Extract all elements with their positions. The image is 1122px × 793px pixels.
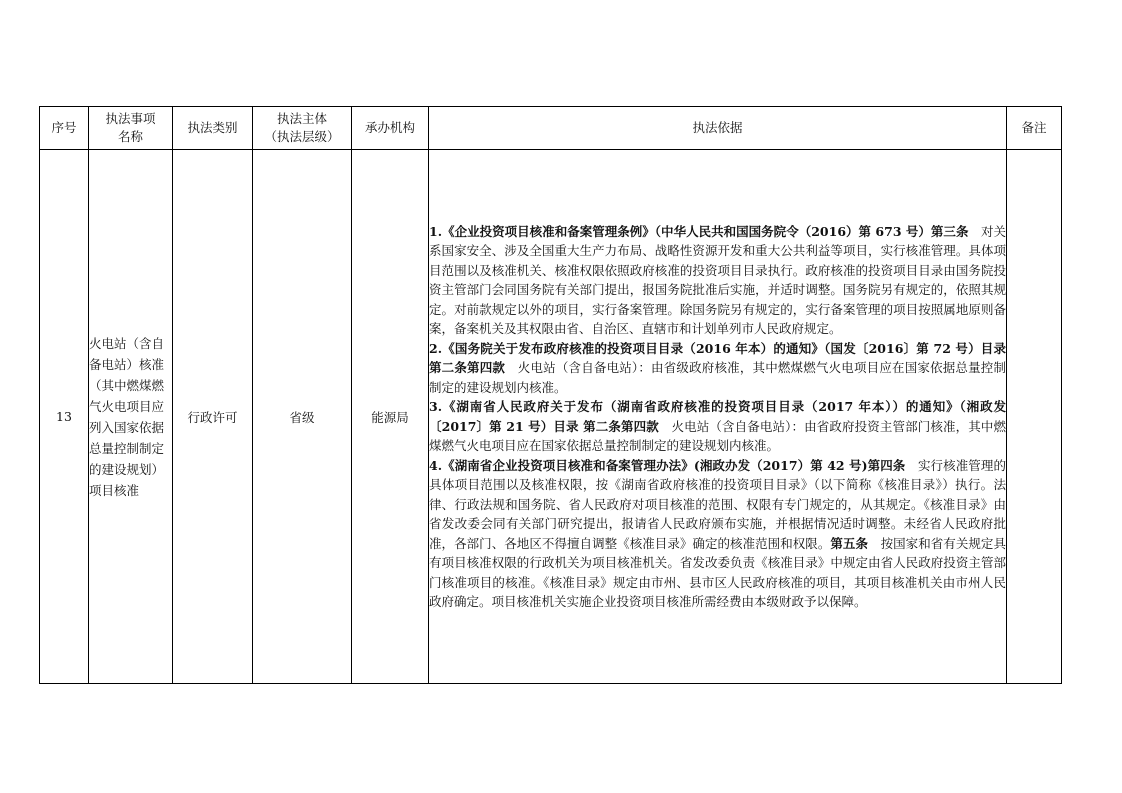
basis-clause-4-title: 4.《湖南省企业投资项目核准和备案管理办法》(湘政办发（2017）第 42 号)第四条 [429,457,906,473]
basis-clause-4-text-b: 按国家和省有关规定具有项目核准权限的行政机关为项目核准机关。省发改委负责《核准目录》中规定由省人民政府投资主管部门核准项目的核准。《核准目录》规定由市州、县市区人民政府核准的项目，其项目核准机关由市州人民政府确定。项目核准机关实施企业投资项目核准所需经费由本级财政予以保障。 [429,535,1006,609]
basis-clause-4-text-a: 实行核准管理的具体项目范围以及核准权限，按《湖南省政府核准的投资项目目录》（以下简称《核准目录》）执行。法律、行政法规和国务院、省人民政府对项目核准的范围、权限有专门规定的，从其规定。《核准目录》由省发改委会同有关部门研究提出，报请省人民政府颁布实施，并根据情况适时调整。未经省人民政府批准，各部门、各地区不得擅自调整《核准目录》确定的核准范围和权限。 [429,457,1006,551]
basis-clause-1-text: 对关系国家安全、涉及全国重大生产力布局、战略性资源开发和重大公共利益等项目，实行核准管理。具体项目范围以及核准机关、核准权限依照政府核准的投资项目目录执行。政府核准的投资项目目录由国务院投资主管部门会同国务院有关部门提出，报国务院批准后实施，并适时调整。国务院另有规定的，依照其规定。对前款规定以外的项目，实行备案管理。除国务院另有规定的，实行备案管理的项目按照属地原则备案，备案机关及其权限由省、自治区、直辖市和计划单列市人民政府规定。 [429,223,1006,336]
header-item-name [89,107,173,150]
header-item-name-line2: 名称 [117,129,143,144]
cell-remarks [1007,150,1062,684]
header-agency: 承办机构 [352,107,429,150]
basis-clause-1 [429,222,1006,339]
header-subject-line2: （执法层级） [264,129,340,144]
header-category: 执法类别 [173,107,253,150]
header-item-name-line1: 执法事项 [105,111,156,126]
cell-seq: 13 [40,150,89,684]
basis-clause-3-text: 火电站（含自备电站）：由省政府投资主管部门核准，其中燃煤燃气火电项目应在国家依据总量控制制定的建设规划内核准。 [429,418,1006,453]
basis-clause-1-title: 1.《企业投资项目核准和备案管理条例》（中华人民共和国国务院令（2016）第 673 号）第三条 [429,223,969,239]
header-seq: 序号 [40,107,89,150]
basis-clause-4 [429,456,1006,612]
basis-clause-2 [429,339,1006,398]
header-basis: 执法依据 [429,107,1007,150]
basis-clause-3-title: 3.《湖南省人民政府关于发布（湖南省政府核准的投资项目目录（2017 年本））的通知》（湘政发〔2017〕第 21 号）目录 第二条第四款 [429,399,1006,434]
header-subject-line1: 执法主体 [276,111,327,126]
cell-agency: 能源局 [352,150,429,684]
basis-text [429,222,1006,612]
basis-clause-2-text: 火电站（含自备电站）：由省级政府核准，其中燃煤燃气火电项目应在国家依据总量控制制定的建设规划内核准。 [429,360,1006,395]
enforcement-table [39,106,1062,684]
cell-item-name: 火电站（含自备电站）核准（其中燃煤燃气火电项目应列入国家依据总量控制制定的建设规划）项目核准 [89,150,173,684]
cell-level: 省级 [253,150,352,684]
cell-basis [429,150,1007,684]
header-subject [253,107,352,150]
cell-category: 行政许可 [173,150,253,684]
header-remarks: 备注 [1007,107,1062,150]
table-row [40,150,1062,684]
header-row [40,107,1062,150]
basis-clause-4-sub-title: 第五条 [830,535,869,551]
basis-clause-2-title: 2.《国务院关于发布政府核准的投资项目目录（2016 年本）的通知》（国发〔2016〕第 72 号）目录 第二条第四款 [429,340,1006,375]
basis-clause-3 [429,397,1006,456]
